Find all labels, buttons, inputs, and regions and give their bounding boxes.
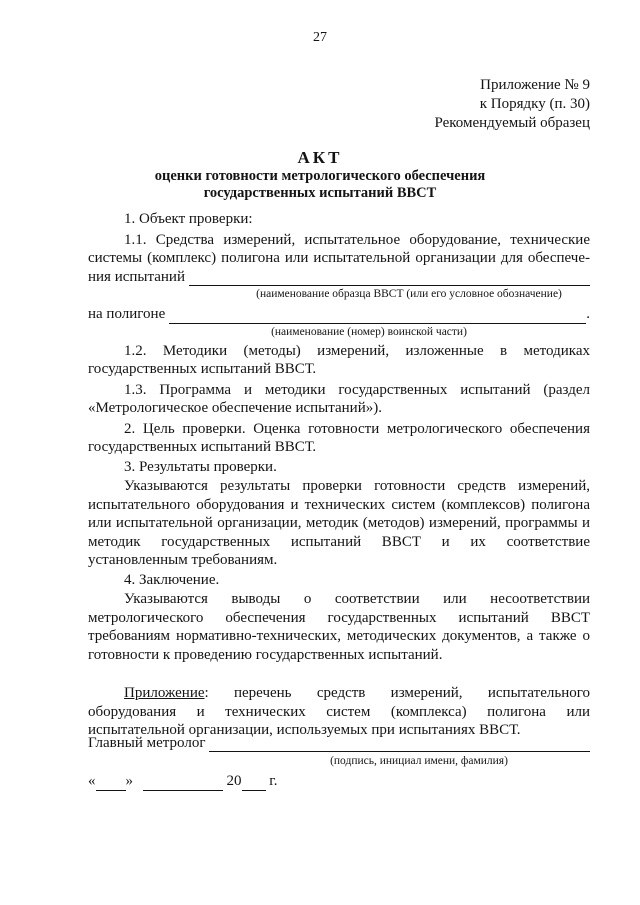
signature-caption: (подпись, инициал имени, фамилия) — [330, 755, 508, 767]
appendix-line-2: к Порядку (п. 30) — [479, 96, 590, 112]
date-year-suffix: г. — [269, 773, 278, 789]
row-sample-name — [88, 268, 590, 287]
section-4-text: Указываются выводы о соответствии или несоответствии метрологического обеспечения государственных испытаний ВВСТ требованиям нормативно-технических, методических документов, а также о готовности к проведению государственных испытаний. — [88, 591, 590, 663]
page-number: 27 — [313, 30, 327, 45]
title-main: АКТ — [297, 148, 343, 167]
signature-block — [88, 735, 590, 791]
date-line — [88, 773, 590, 791]
chief-metrologist-label: Главный метролог — [88, 735, 206, 751]
polygon-caption: (наименование (номер) воинской части) — [271, 325, 467, 338]
date-day-blank — [96, 773, 126, 791]
section-2: 2. Цель проверки. Оценка готовности метрологического обеспечения государственных испытаний ВВСТ. — [88, 420, 590, 455]
appendix-line-3: Рекомендуемый образец — [434, 115, 590, 131]
date-quote-open: « — [88, 773, 96, 789]
section-1-heading: 1. Объект проверки: — [124, 211, 253, 227]
section-1-2: 1.2. Методики (методы) измерений, изложенные в методиках государственных испытаний ВВСТ. — [88, 342, 590, 377]
signature-row — [88, 735, 590, 752]
section-4-heading: 4. Заключение. — [124, 571, 220, 588]
date-year-prefix: 20 — [226, 773, 242, 789]
document-body — [88, 210, 590, 740]
attachment-text: : перечень средств измерений, испытательного оборудования и технических систем (комплекса) полигона или испытательной организации, используемых при испытаниях ВВСТ. — [88, 685, 590, 738]
date-month-blank — [143, 773, 223, 791]
appendix-line-1: Приложение № 9 — [480, 77, 590, 93]
signature-blank-line — [209, 737, 590, 752]
document-title — [0, 148, 640, 202]
on-polygon-label: на полигоне — [88, 306, 166, 322]
section-3-text: Указываются результаты проверки готовности средств измерений, испытательного оборудования и технических систем (комплексов) полигона или испытательной организации, методик (методов) измерений, программы и методик государственных испытаний ВВСТ и их соответствие установленным требованиям. — [88, 478, 590, 568]
sample-name-blank-line — [189, 271, 590, 286]
date-year-blank — [242, 773, 266, 791]
polygon-period: . — [586, 306, 590, 322]
title-sub-2: государственных испытаний ВВСТ — [203, 185, 437, 201]
section-1-1-line-2: системы (комплекс) полигона или испытательной организации для обеспече- — [88, 250, 590, 266]
section-1-3: 1.3. Программа и методики государственных испытаний (раздел «Метрологическое обеспечение испытаний»). — [88, 381, 590, 416]
section-1-1-line-3: ния испытаний — [88, 268, 185, 285]
appendix-block — [434, 76, 590, 133]
attachment-paragraph — [88, 684, 590, 740]
section-1-1-line-1: 1.1. Средства измерений, испытательное оборудование, технические — [124, 231, 590, 248]
section-3-heading: 3. Результаты проверки. — [124, 458, 277, 475]
polygon-blank-line — [169, 309, 586, 324]
date-quote-close: » — [125, 773, 133, 789]
row-polygon — [88, 305, 590, 324]
sample-name-caption: (наименование образца ВВСТ (или его условное обозначение) — [256, 288, 562, 300]
title-sub-1: оценки готовности метрологического обеспечения — [154, 168, 486, 184]
attachment-label: Приложение — [124, 685, 205, 701]
